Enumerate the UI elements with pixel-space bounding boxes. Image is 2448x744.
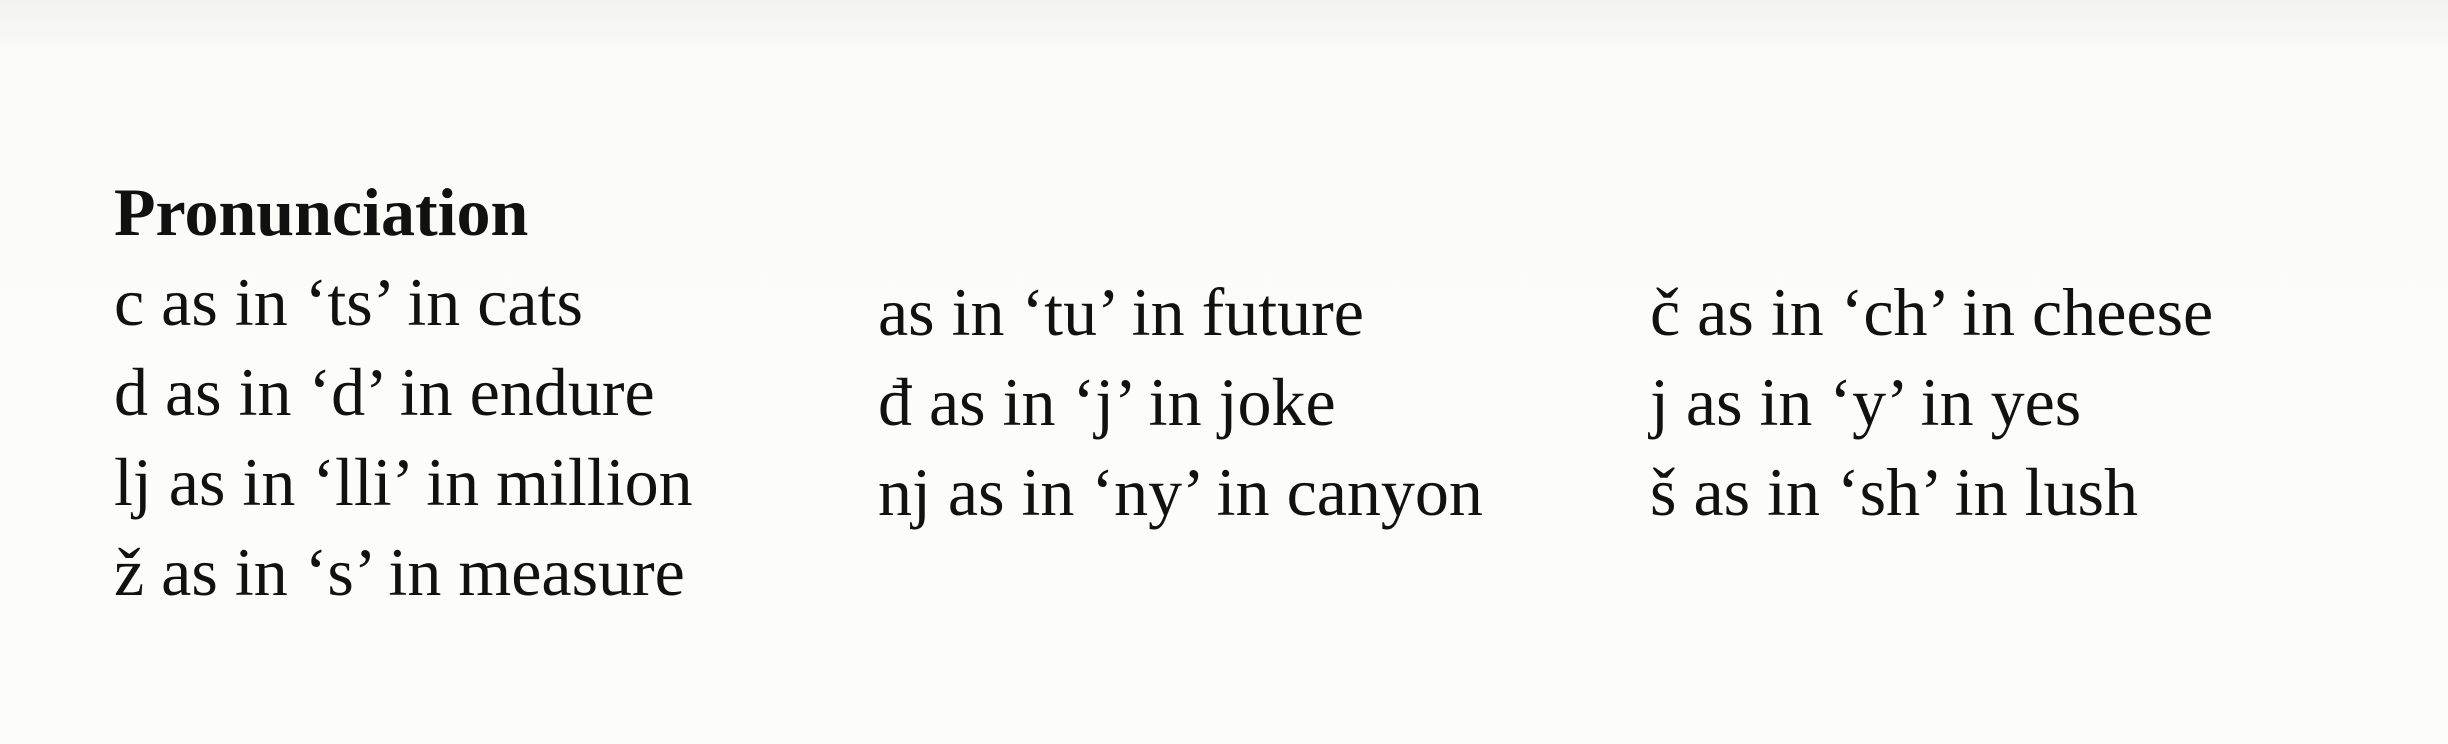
pronunciation-entry: nj as in ‘ny’ in canyon [878,454,1483,530]
pronunciation-entry: đ as in ‘j’ in joke [878,364,1336,440]
pronunciation-column-1 [114,257,693,617]
section-heading: Pronunciation [114,174,529,250]
pronunciation-entry: š as in ‘sh’ in lush [1650,454,2138,530]
pronunciation-entry: ž as in ‘s’ in measure [114,534,685,610]
pronunciation-column-2 [878,267,1483,537]
pronunciation-entry: c as in ‘ts’ in cats [114,264,583,340]
pronunciation-entry: j as in ‘y’ in yes [1650,364,2082,440]
pronunciation-entry: lj as in ‘lli’ in million [114,444,693,520]
pronunciation-entry: as in ‘tu’ in future [878,274,1364,350]
pronunciation-column-3 [1650,267,2213,537]
pronunciation-entry: d as in ‘d’ in endure [114,354,655,430]
pronunciation-entry: č as in ‘ch’ in cheese [1650,274,2214,350]
